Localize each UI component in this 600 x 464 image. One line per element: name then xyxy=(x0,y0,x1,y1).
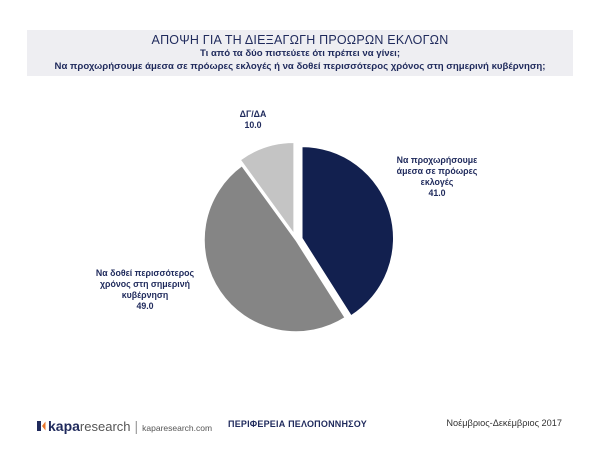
kapa-logo-icon xyxy=(36,420,46,432)
region-label: ΠΕΡΙΦΕΡΕΙΑ ΠΕΛΟΠΟΝΝΗΣΟΥ xyxy=(228,419,367,429)
chart-question: Τι από τα δύο πιστεύετε ότι πρέπει να γίνει; xyxy=(199,48,401,59)
slice-label-more-time-government: Να δοθεί περισσότερος χρόνος στη σημερινή κυβέρνηση 49.0 xyxy=(95,268,195,311)
logo-url: kaparesearch.com xyxy=(142,423,213,433)
logo-brand: kapa xyxy=(48,418,80,434)
kapa-research-logo xyxy=(36,418,212,434)
footer xyxy=(0,404,600,444)
chart-title: ΑΠΟΨΗ ΓΙΑ ΤΗ ΔΙΕΞΑΓΩΓΗ ΠΡΟΩΡΩΝ ΕΚΛΟΓΩΝ xyxy=(151,33,449,47)
chart-question-options: Να προχωρήσουμε άμεσα σε πρόωρες εκλογές ή να δοθεί περισσότερος χρόνος στη σημερινή κυβέρνηση; xyxy=(54,61,546,72)
survey-date: Νοέμβριος-Δεκέμβριος 2017 xyxy=(446,418,562,428)
logo-suffix: research xyxy=(79,419,131,434)
slice-label-early-elections: Να προχωρήσουμε άμεσα σε πρόωρες εκλογές 41.0 xyxy=(396,155,478,198)
logo-separator: | xyxy=(134,418,139,434)
slice-label-dk-na: ΔΓ/ΔΑ 10.0 xyxy=(239,109,267,130)
